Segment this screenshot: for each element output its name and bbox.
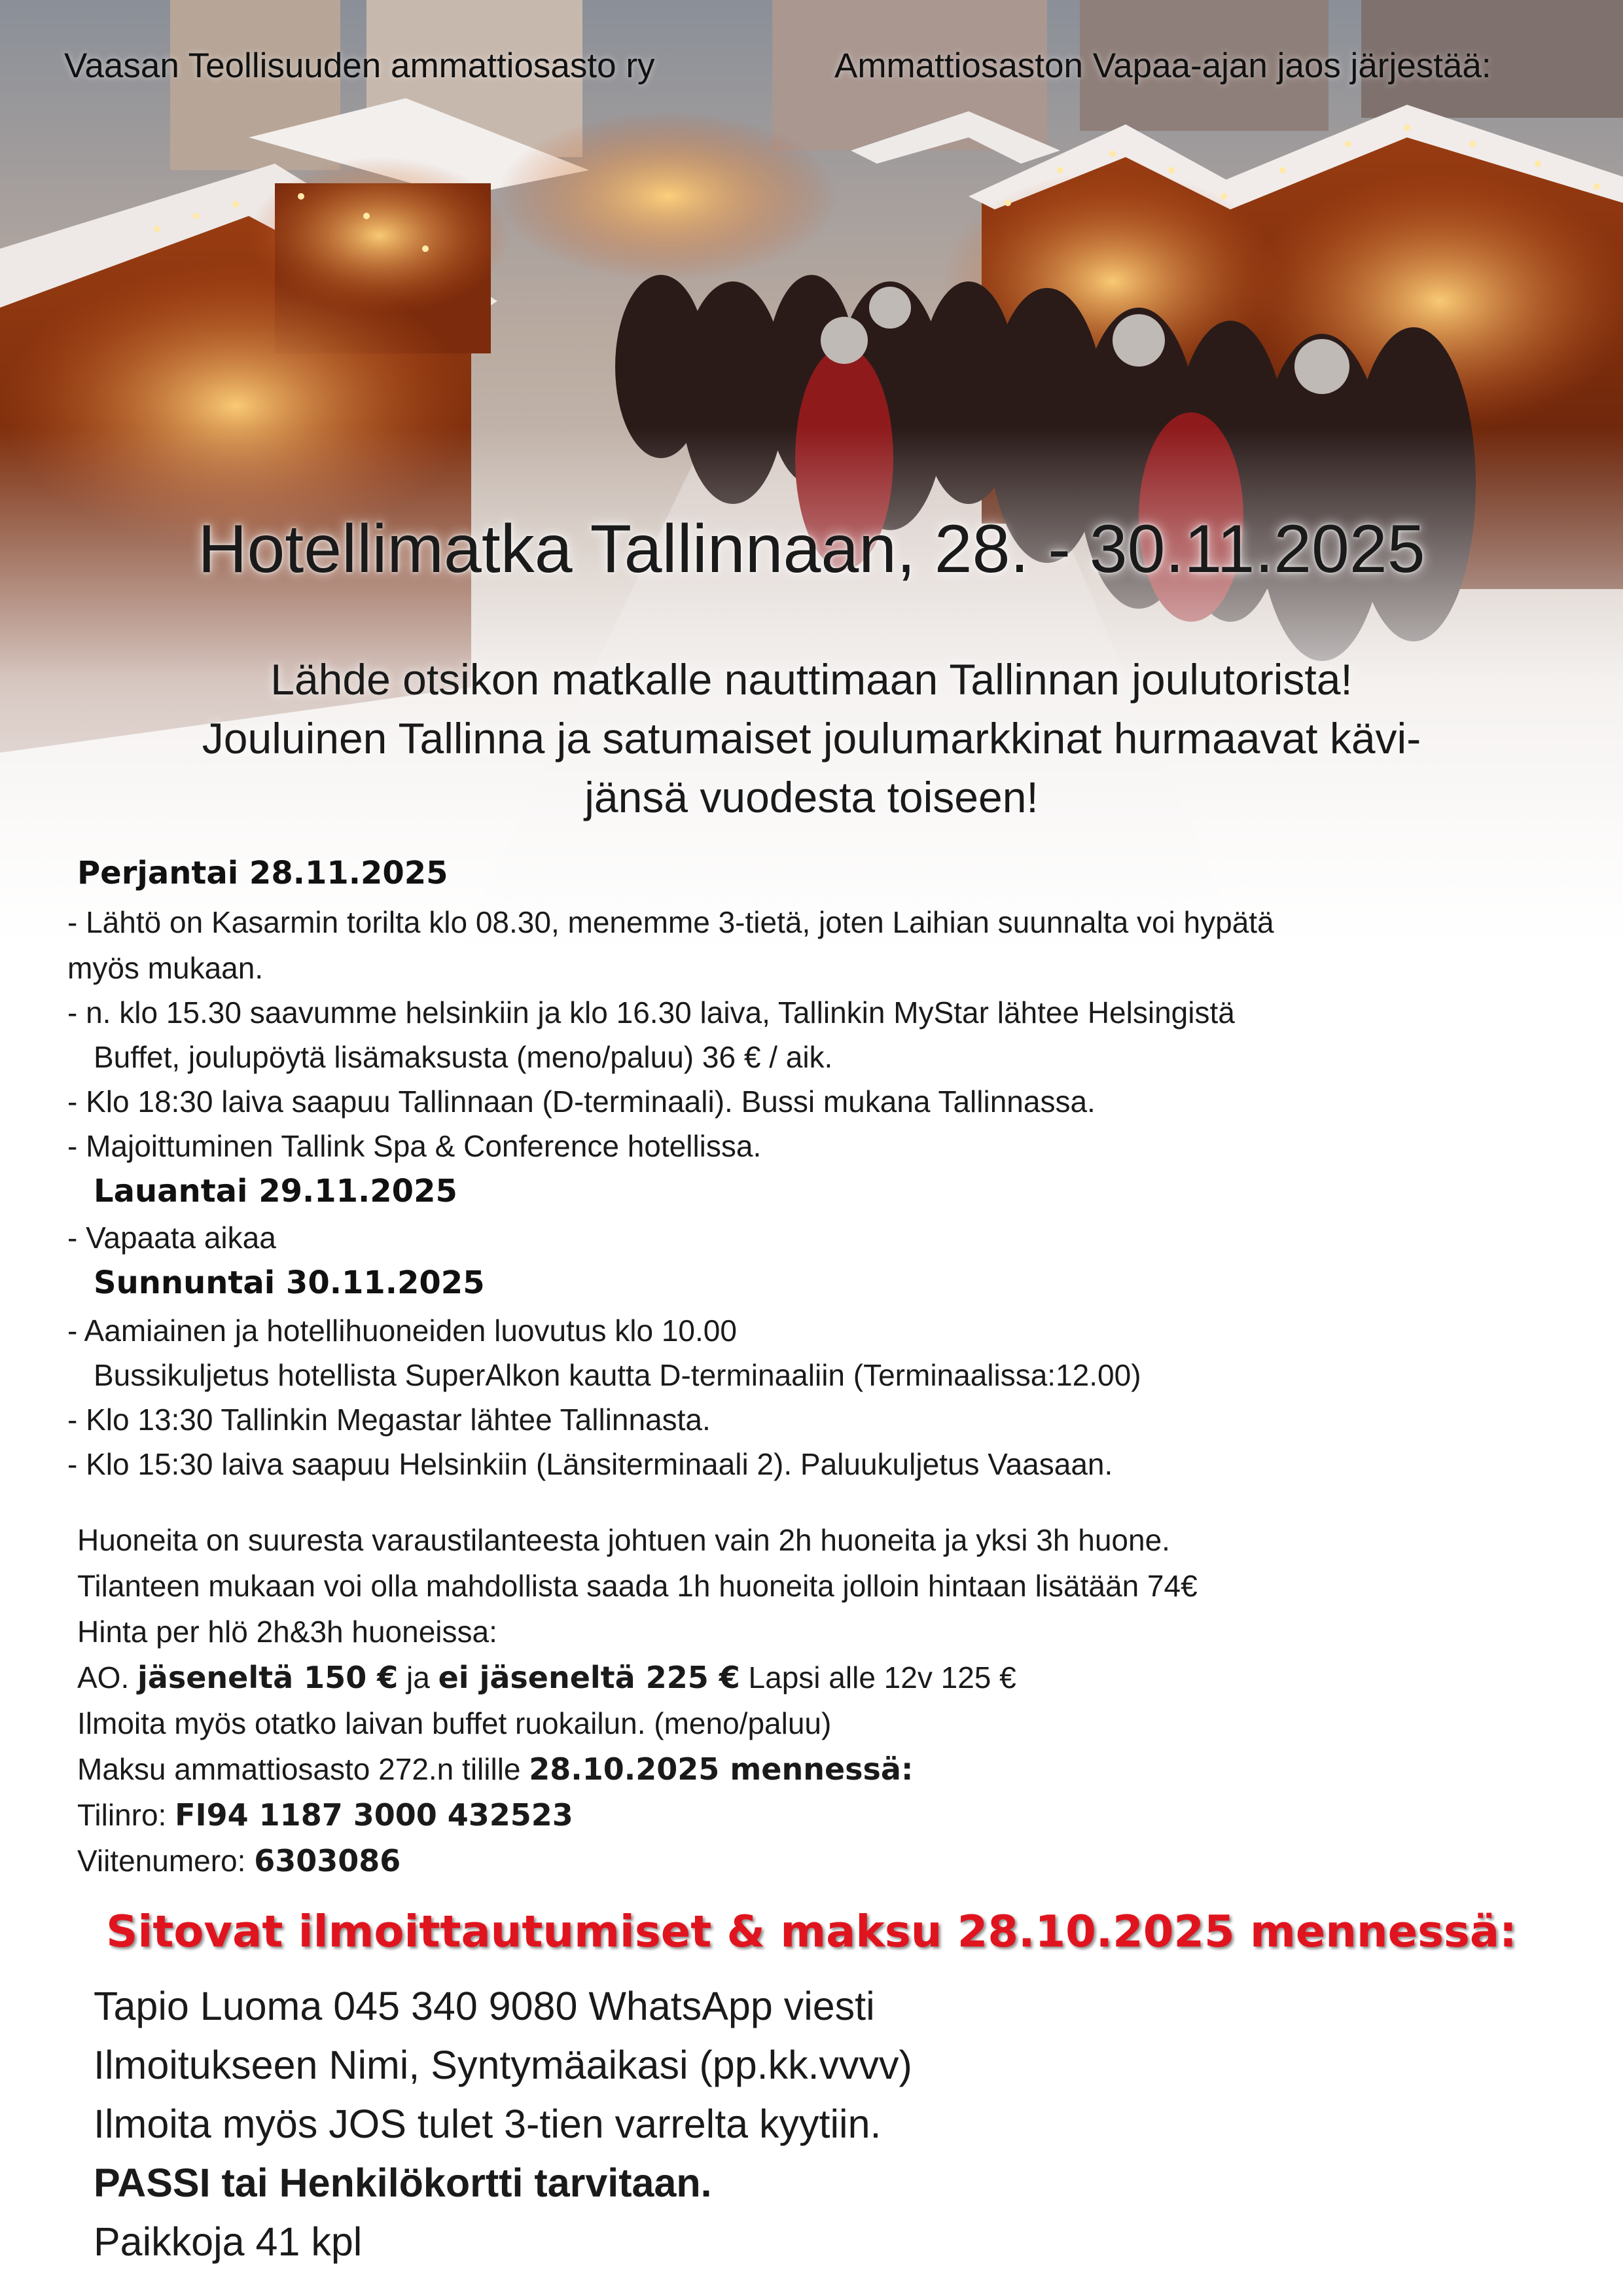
reference-line [77,1843,401,1878]
buffet-info: Ilmoita myös otatko laivan buffet ruokailun. (meno/paluu) [77,1706,832,1740]
itinerary-line: - Klo 13:30 Tallinkin Megastar lähtee Tallinnasta. [67,1403,711,1437]
account-line [77,1797,573,1833]
sunday-heading: Sunnuntai 30.11.2025 [94,1265,485,1301]
reference-label: Viitenumero: [77,1844,246,1878]
itinerary-line: - Majoittuminen Tallink Spa & Conference hotellissa. [67,1129,762,1163]
seats-count: Paikkoja 41 kpl [94,2219,363,2264]
itinerary-line: Bussikuljetus hotellista SuperAlkon kautta D-terminaaliin (Terminaalissa:12.00) [94,1358,1141,1392]
price-child: Lapsi alle 12v 125 € [748,1660,1016,1695]
reference-number: 6303086 [254,1843,401,1878]
intro-line-2: Jouluinen Tallinna ja satumaiset joulumarkkinat hurmaavat kävi- [202,714,1421,762]
price-prefix: AO. [77,1660,130,1695]
page-title: Hotellimatka Tallinnaan, 28. - 30.11.2025 [198,511,1425,587]
intro-line-1: Lähde otsikon matkalle nauttimaan Tallinnan joulutorista! [270,655,1353,704]
itinerary-line: - Vapaata aikaa [67,1221,276,1255]
price-nonmember: ei jäseneltä 225 € [438,1660,740,1695]
single-room-info: Tilanteen mukaan voi olla mahdollista saada 1h huoneita jolloin hintaan lisätään 74€ [77,1569,1198,1603]
itinerary-line: - Lähtö on Kasarmin torilta klo 08.30, menemme 3-tietä, joten Laihian suunnalta voi hypätä [67,905,1274,939]
payment-deadline: 28.10.2025 mennessä: [529,1751,914,1787]
passport-notice: PASSI tai Henkilökortti tarvitaan. [94,2161,712,2205]
intro-line-3: jänsä vuodesta toiseen! [584,773,1039,821]
itinerary-line: - Klo 18:30 laiva saapuu Tallinnaan (D-terminaali). Bussi mukana Tallinnassa. [67,1085,1096,1119]
itinerary-line: - Klo 15:30 laiva saapuu Helsinkiin (Länsiterminaali 2). Paluukuljetus Vaasaan. [67,1447,1113,1481]
price-heading: Hinta per hlö 2h&3h huoneissa: [77,1615,497,1649]
organizer-section: Ammattiosaston Vapaa-ajan jaos järjestää: [834,46,1491,85]
payment-line [77,1751,913,1787]
itinerary-line: myös mukaan. [67,951,264,985]
account-label: Tilinro: [77,1798,167,1832]
friday-heading: Perjantai 28.11.2025 [77,855,448,891]
saturday-heading: Lauantai 29.11.2025 [94,1173,457,1210]
binding-registration-notice: Sitovat ilmoittautumiset & maksu 28.10.2025 mennessä: [106,1906,1517,1957]
price-and: ja [406,1660,430,1695]
contact-line: Ilmoitukseen Nimi, Syntymäaikasi (pp.kk.vvvv) [94,2043,912,2087]
price-line [77,1660,1016,1695]
payment-prefix: Maksu ammattiosasto 272.n tilille [77,1752,521,1786]
itinerary-line: - n. klo 15.30 saavumme helsinkiin ja klo 16.30 laiva, Tallinkin MyStar lähtee Helsingistä [67,996,1235,1030]
price-member: jäseneltä 150 € [137,1660,399,1695]
itinerary-line: Buffet, joulupöytä lisämaksusta (meno/paluu) 36 € / aik. [94,1040,833,1074]
contact-line: Ilmoita myös JOS tulet 3-tien varrelta kyytiin. [94,2102,882,2146]
organizer-name: Vaasan Teollisuuden ammattiosasto ry [64,46,655,85]
itinerary-line: - Aamiainen ja hotellihuoneiden luovutus klo 10.00 [67,1314,737,1348]
contact-line: Tapio Luoma 045 340 9080 WhatsApp viesti [94,1984,875,2028]
rooms-info: Huoneita on suuresta varaustilanteesta johtuen vain 2h huoneita ja yksi 3h huone. [77,1523,1170,1557]
account-number: FI94 1187 3000 432523 [175,1797,573,1833]
